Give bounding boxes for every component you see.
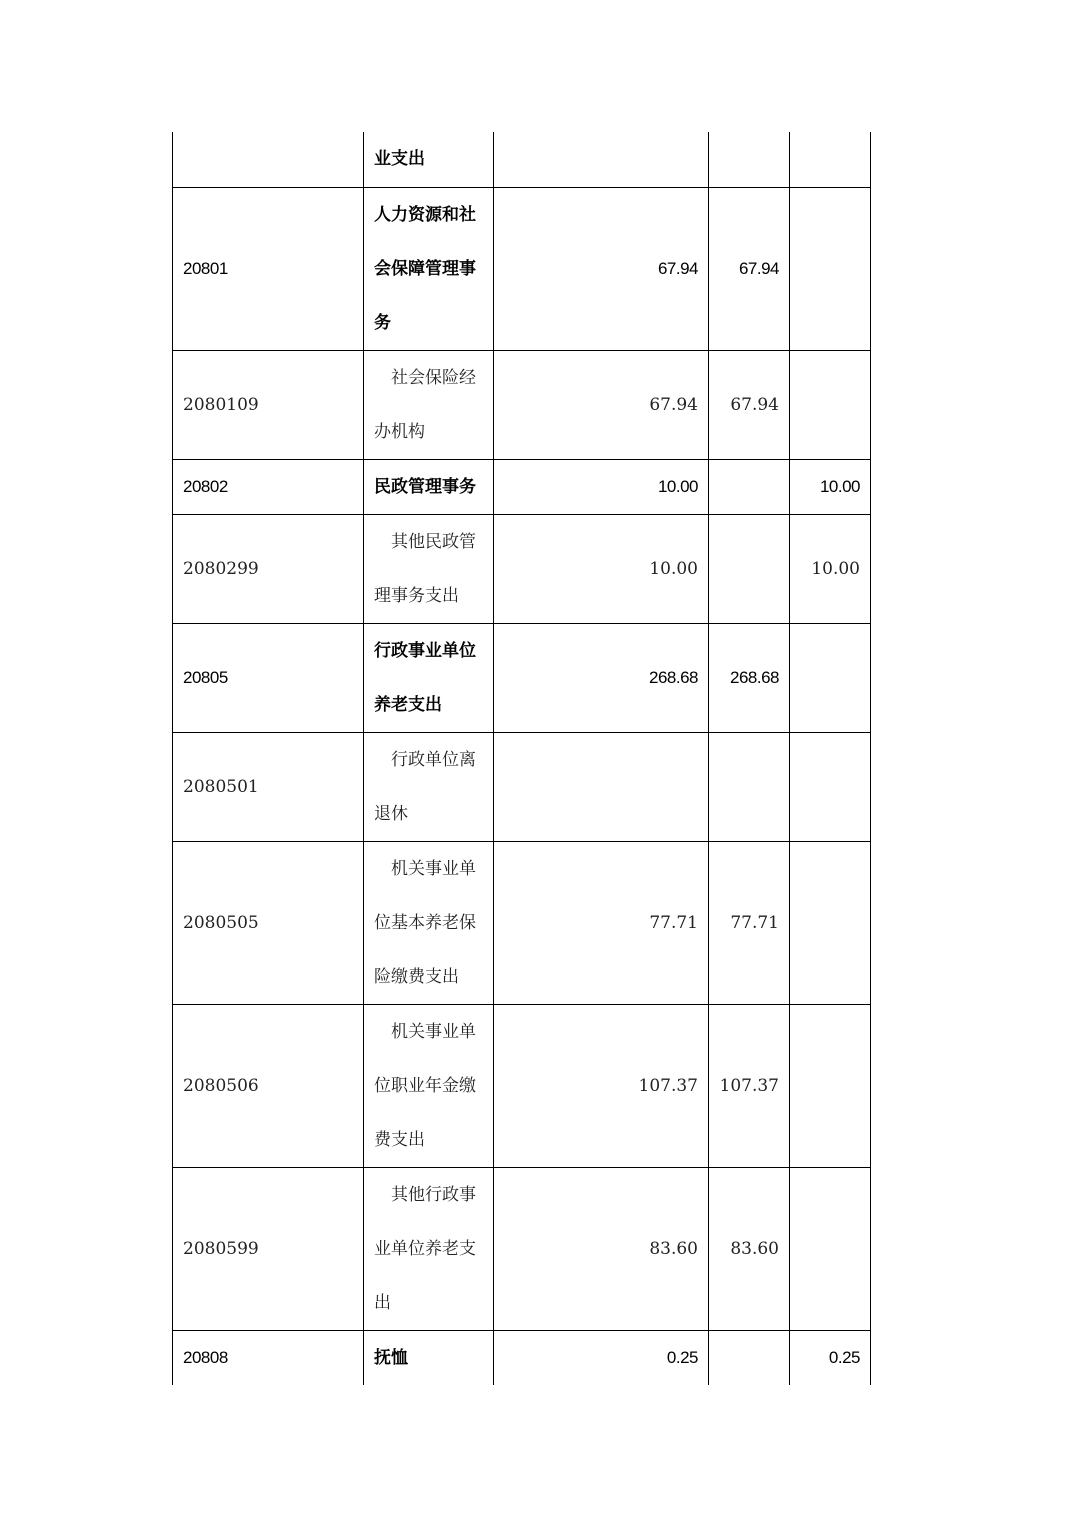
basic-expenditure: 67.94 bbox=[709, 350, 790, 459]
subject-name: 抚恤 bbox=[364, 1330, 494, 1385]
table-row bbox=[173, 841, 871, 1004]
project-expenditure bbox=[790, 350, 871, 459]
basic-expenditure bbox=[709, 459, 790, 514]
basic-expenditure bbox=[709, 514, 790, 623]
total-amount: 10.00 bbox=[494, 459, 709, 514]
total-amount: 107.37 bbox=[494, 1004, 709, 1167]
table-row bbox=[173, 187, 871, 350]
subject-code: 2080109 bbox=[173, 350, 364, 459]
project-expenditure bbox=[790, 732, 871, 841]
project-expenditure bbox=[790, 623, 871, 732]
subject-name: 民政管理事务 bbox=[364, 459, 494, 514]
total-amount: 77.71 bbox=[494, 841, 709, 1004]
subject-code: 2080501 bbox=[173, 732, 364, 841]
table-row bbox=[173, 1330, 871, 1385]
table-row bbox=[173, 459, 871, 514]
total-amount: 268.68 bbox=[494, 623, 709, 732]
project-expenditure bbox=[790, 132, 871, 187]
project-expenditure: 10.00 bbox=[790, 459, 871, 514]
table-row bbox=[173, 350, 871, 459]
subject-name: 业支出 bbox=[364, 132, 494, 187]
total-amount bbox=[494, 132, 709, 187]
project-expenditure: 0.25 bbox=[790, 1330, 871, 1385]
table-row bbox=[173, 514, 871, 623]
basic-expenditure: 77.71 bbox=[709, 841, 790, 1004]
subject-code: 20801 bbox=[173, 187, 364, 350]
basic-expenditure: 67.94 bbox=[709, 187, 790, 350]
total-amount: 67.94 bbox=[494, 187, 709, 350]
basic-expenditure bbox=[709, 1330, 790, 1385]
table-row bbox=[173, 623, 871, 732]
subject-code: 2080599 bbox=[173, 1167, 364, 1330]
table-row bbox=[173, 1167, 871, 1330]
project-expenditure: 10.00 bbox=[790, 514, 871, 623]
subject-name: 其他行政事业单位养老支出 bbox=[364, 1167, 494, 1330]
subject-code: 20808 bbox=[173, 1330, 364, 1385]
basic-expenditure: 107.37 bbox=[709, 1004, 790, 1167]
table-row bbox=[173, 1004, 871, 1167]
subject-code: 20802 bbox=[173, 459, 364, 514]
project-expenditure bbox=[790, 1004, 871, 1167]
subject-code: 2080506 bbox=[173, 1004, 364, 1167]
budget-expenditure-table bbox=[172, 132, 871, 1385]
subject-name: 行政事业单位养老支出 bbox=[364, 623, 494, 732]
table-row bbox=[173, 732, 871, 841]
subject-code: 20805 bbox=[173, 623, 364, 732]
project-expenditure bbox=[790, 841, 871, 1004]
subject-name: 其他民政管理事务支出 bbox=[364, 514, 494, 623]
subject-name: 人力资源和社会保障管理事务 bbox=[364, 187, 494, 350]
subject-name: 社会保险经办机构 bbox=[364, 350, 494, 459]
total-amount: 10.00 bbox=[494, 514, 709, 623]
basic-expenditure: 83.60 bbox=[709, 1167, 790, 1330]
subject-code bbox=[173, 132, 364, 187]
subject-name: 机关事业单位职业年金缴费支出 bbox=[364, 1004, 494, 1167]
subject-name: 机关事业单位基本养老保险缴费支出 bbox=[364, 841, 494, 1004]
basic-expenditure: 268.68 bbox=[709, 623, 790, 732]
project-expenditure bbox=[790, 1167, 871, 1330]
project-expenditure bbox=[790, 187, 871, 350]
total-amount: 67.94 bbox=[494, 350, 709, 459]
total-amount: 0.25 bbox=[494, 1330, 709, 1385]
basic-expenditure bbox=[709, 132, 790, 187]
total-amount: 83.60 bbox=[494, 1167, 709, 1330]
subject-name: 行政单位离退休 bbox=[364, 732, 494, 841]
table-row bbox=[173, 132, 871, 187]
basic-expenditure bbox=[709, 732, 790, 841]
subject-code: 2080299 bbox=[173, 514, 364, 623]
subject-code: 2080505 bbox=[173, 841, 364, 1004]
total-amount bbox=[494, 732, 709, 841]
